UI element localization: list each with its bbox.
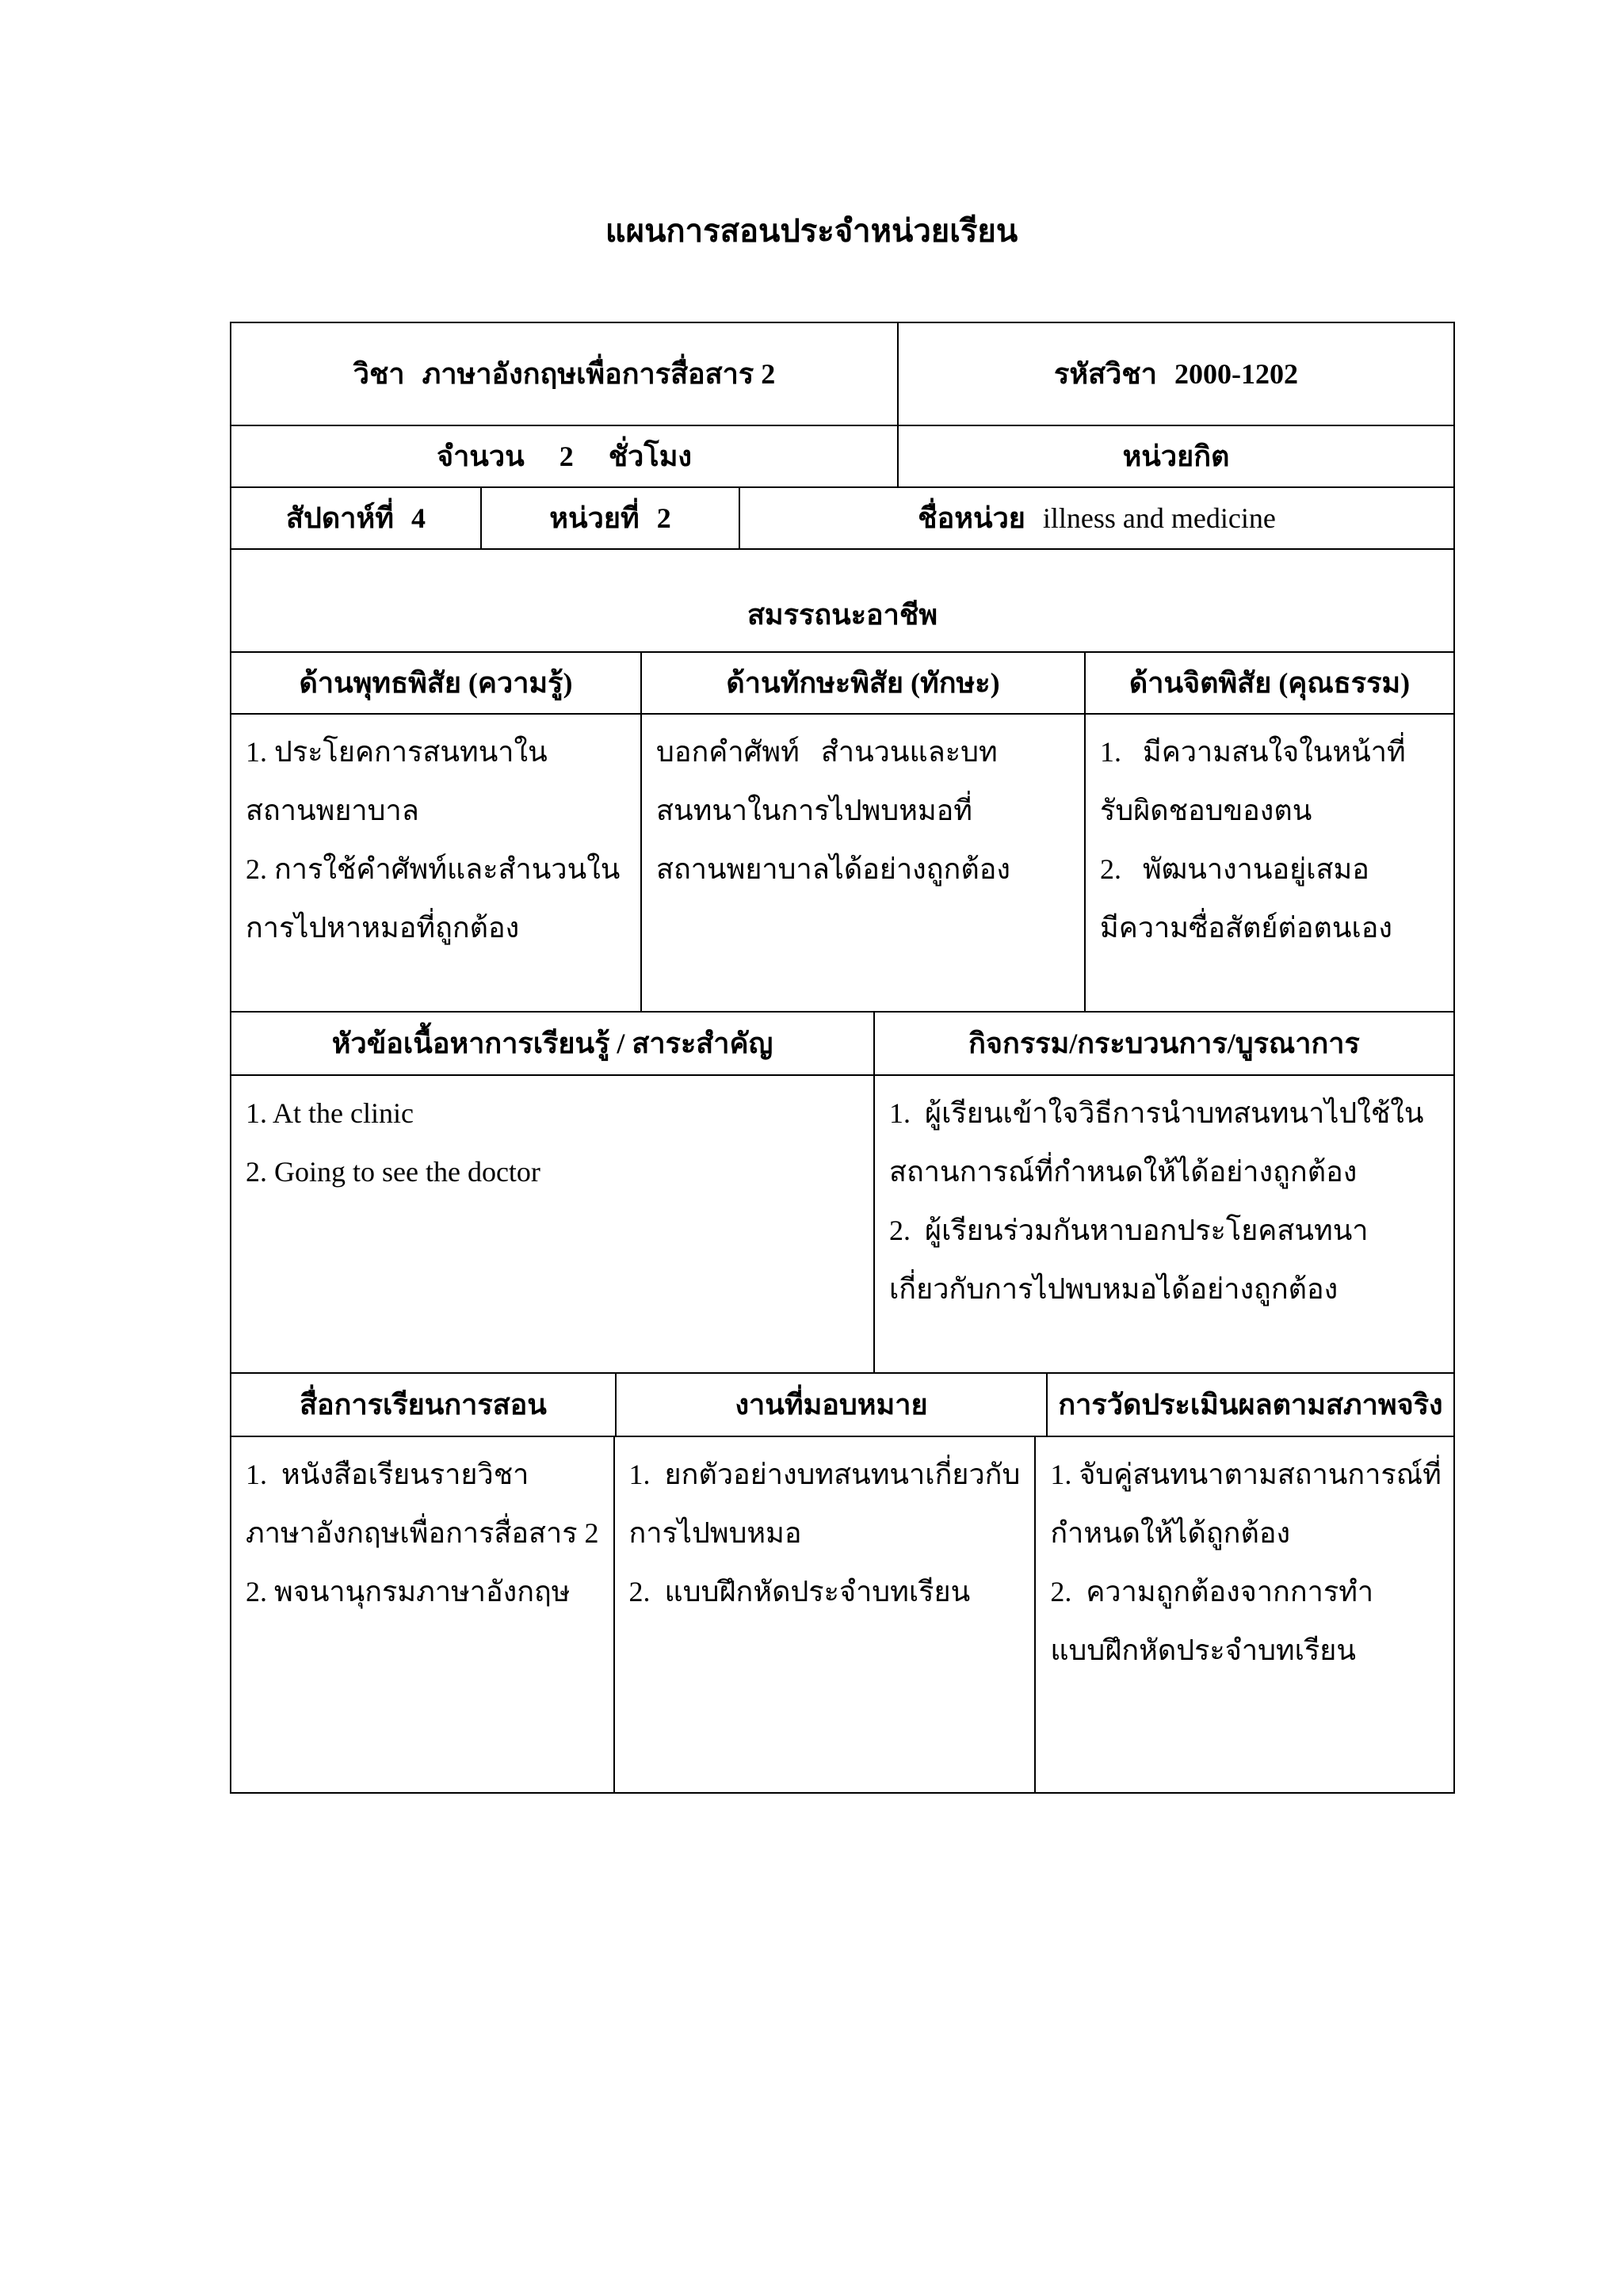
topics-body — [231, 1076, 875, 1372]
credit-cell — [899, 426, 1453, 486]
hours-row — [231, 425, 1453, 486]
assessment-line: กำหนดให้ได้ถูกต้อง — [1050, 1517, 1291, 1549]
skill-line: สนทนาในการไปพบหมอที่ — [656, 795, 973, 826]
cognitive-body — [231, 715, 642, 1011]
content-heading-row — [231, 1011, 1453, 1074]
media-line: 1. หนังสือเรียนรายวิชา — [246, 1459, 529, 1490]
competency-body-row — [231, 713, 1453, 1011]
subject-name: ภาษาอังกฤษเพื่อการสื่อสาร 2 — [422, 358, 776, 390]
affective-line: มีความซื่อสัตย์ต่อตนเอง — [1100, 912, 1392, 944]
assignment-body — [615, 1437, 1037, 1792]
skill-line: บอกคำศัพท์ สำนวนและบท — [656, 736, 998, 768]
unit-number-cell — [482, 488, 740, 548]
subject-label: วิชา — [353, 358, 405, 390]
affective-line: 2. พัฒนางานอยู่เสมอ — [1100, 853, 1369, 885]
unit-name-cell — [740, 488, 1453, 548]
unit-row — [231, 486, 1453, 548]
competency-table — [230, 548, 1455, 1011]
topic-item: 1. At the clinic — [246, 1097, 414, 1129]
cognitive-line: การไปหาหมอที่ถูกต้อง — [246, 912, 520, 944]
assessment-body — [1036, 1437, 1456, 1792]
content-table — [230, 1011, 1455, 1372]
media-heading: สื่อการเรียนการสอน — [231, 1374, 617, 1436]
topics-heading: หัวข้อเนื้อหาการเรียนรู้ / สาระสำคัญ — [231, 1013, 875, 1074]
competency-heading-row — [231, 548, 1453, 651]
hours-label: จำนวน — [436, 441, 525, 472]
assessment-line: 1. จับคู่สนทนาตามสถานการณ์ที่ — [1050, 1459, 1442, 1490]
assessment-line: แบบฝึกหัดประจำบทเรียน — [1050, 1634, 1356, 1666]
subject-cell — [231, 323, 899, 425]
assignment-line: 2. แบบฝึกหัดประจำบทเรียน — [628, 1576, 971, 1608]
assignment-line: 1. ยกตัวอย่างบทสนทนาเกี่ยวกับ — [628, 1459, 1021, 1490]
code-value: 2000-1202 — [1174, 358, 1298, 390]
activity-line: เกี่ยวกับการไปพบหมอได้อย่างถูกต้อง — [889, 1273, 1338, 1305]
week-cell — [231, 488, 482, 548]
affective-body — [1086, 715, 1453, 1011]
skill-body — [642, 715, 1086, 1011]
hours-cell — [231, 426, 899, 486]
hours-value: 2 — [559, 441, 574, 472]
competency-column-headings — [231, 651, 1453, 713]
activity-line: 2. ผู้เรียนร่วมกันหาบอกประโยคสนทนา — [889, 1215, 1369, 1246]
week-value: 4 — [411, 502, 426, 534]
hours-unit: ชั่วโมง — [608, 441, 693, 472]
assessment-line: 2. ความถูกต้องจากการทำ — [1050, 1576, 1374, 1608]
unit-name-value: illness and medicine — [1042, 502, 1276, 534]
cognitive-line: 1. ประโยคการสนทนาใน — [246, 736, 548, 768]
content-body-row — [231, 1074, 1453, 1372]
cognitive-line: สถานพยาบาล — [246, 795, 419, 826]
activities-heading: กิจกรรม/กระบวนการ/บูรณาการ — [968, 1028, 1360, 1059]
activity-line: สถานการณ์ที่กำหนดให้ได้อย่างถูกต้อง — [889, 1156, 1358, 1188]
activity-line: 1. ผู้เรียนเข้าใจวิธีการนำบทสนทนาไปใช้ใน — [889, 1097, 1424, 1129]
media-line: 2. พจนานุกรมภาษาอังกฤษ — [246, 1576, 571, 1608]
code-label: รหัสวิชา — [1054, 358, 1157, 390]
resources-heading-row — [231, 1372, 1453, 1436]
media-body — [231, 1437, 615, 1792]
cognitive-line: 2. การใช้คำศัพท์และสำนวนใน — [246, 853, 621, 885]
unit-label: หน่วยที่ — [549, 502, 640, 534]
skill-heading: ด้านทักษะพิสัย (ทักษะ) — [642, 653, 1086, 713]
assessment-heading: การวัดประเมินผลตามสภาพจริง — [1058, 1389, 1443, 1421]
unit-name-label: ชื่อหน่วย — [918, 502, 1025, 534]
activities-body — [875, 1076, 1453, 1372]
page-title: แผนการสอนประจำหน่วยเรียน — [605, 213, 1018, 249]
assignment-heading: งานที่มอบหมาย — [617, 1374, 1048, 1436]
header-table — [230, 322, 1455, 548]
resources-body-row — [231, 1436, 1453, 1794]
subject-row — [231, 322, 1453, 425]
code-cell — [899, 323, 1453, 425]
credit-label: หน่วยกิต — [1122, 441, 1230, 472]
resources-table — [230, 1372, 1455, 1794]
cognitive-heading: ด้านพุทธพิสัย (ความรู้) — [231, 653, 642, 713]
skill-line: สถานพยาบาลได้อย่างถูกต้อง — [656, 853, 1010, 885]
week-label: สัปดาห์ที่ — [286, 502, 394, 534]
media-line: ภาษาอังกฤษเพื่อการสื่อสาร 2 — [246, 1517, 599, 1549]
affective-heading: ด้านจิตพิสัย (คุณธรรม) — [1128, 667, 1411, 699]
affective-line: รับผิดชอบของตน — [1100, 795, 1312, 826]
competency-heading: สมรรถนะอาชีพ — [747, 599, 938, 631]
affective-line: 1. มีความสนใจในหน้าที่ — [1100, 736, 1406, 768]
unit-value: 2 — [656, 502, 671, 534]
assignment-line: การไปพบหมอ — [628, 1517, 802, 1549]
topic-item: 2. Going to see the doctor — [246, 1156, 540, 1188]
